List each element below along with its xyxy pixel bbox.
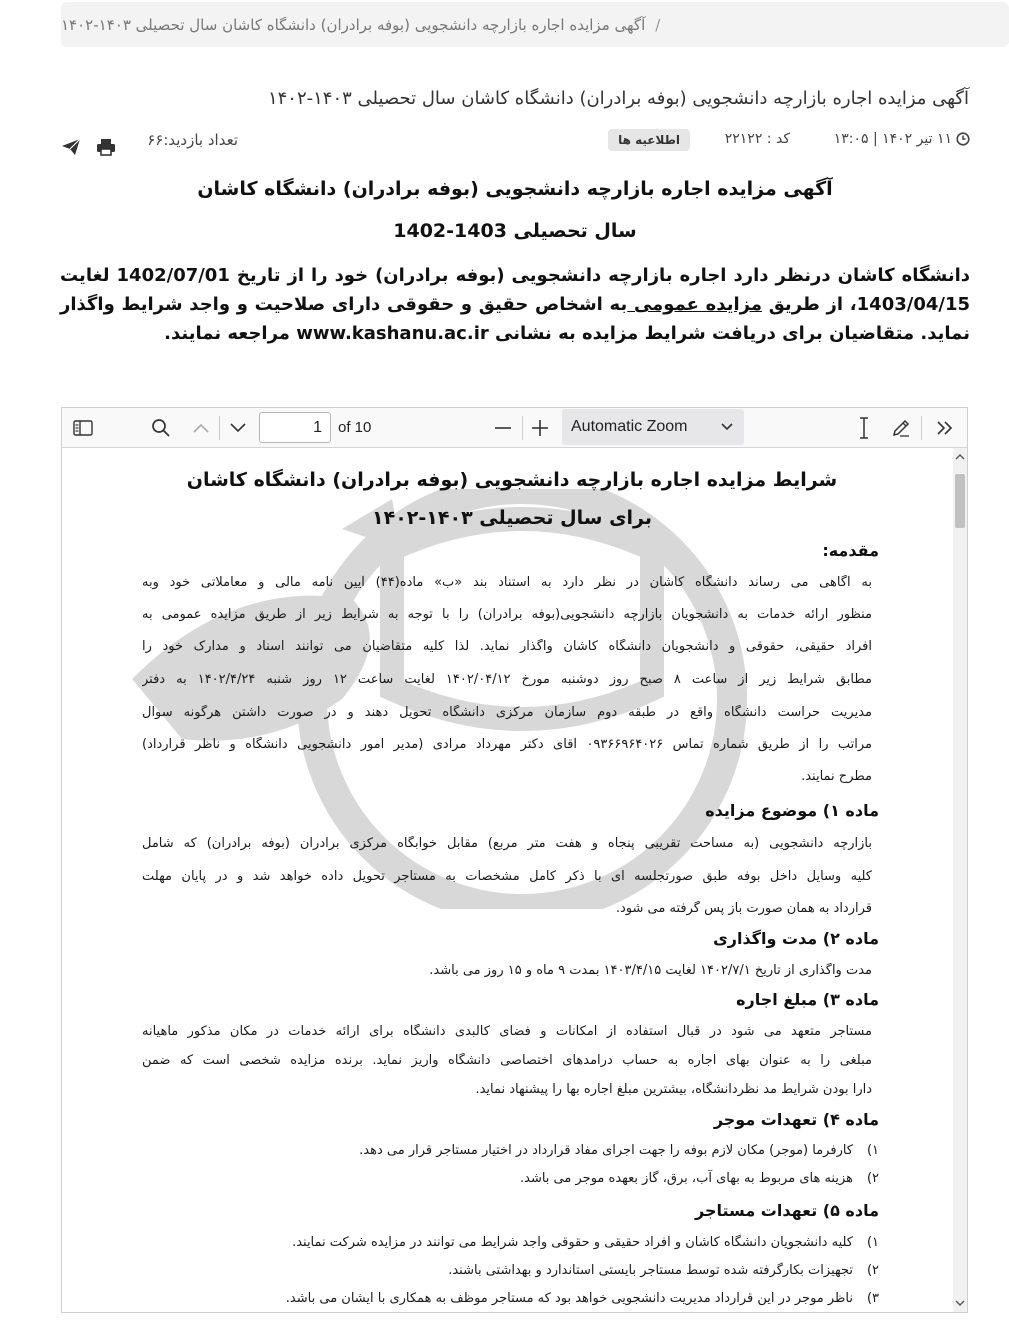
chevron-down-icon: [229, 422, 247, 434]
chevron-down-icon: [955, 1299, 965, 1307]
scroll-thumb[interactable]: [955, 474, 965, 528]
clock-icon: [956, 132, 970, 146]
toolbar-separator: [219, 416, 220, 440]
page-count: of 10: [338, 419, 372, 436]
zoom-in-button[interactable]: [527, 415, 553, 441]
item-number: ۳): [866, 1291, 879, 1306]
item-text: کلیه دانشجویان دانشگاه کاشان و افراد حقیقی و حقوقی واجد شرایط می توانند در مزایده شرکت نمایند.: [292, 1235, 853, 1250]
category-badge[interactable]: اطلاعیه ها: [608, 129, 690, 151]
item-number: ۲): [866, 1263, 879, 1278]
section-3-heading: ماده ۳) مبلغ اجاره: [736, 990, 879, 1009]
section-5-heading: ماده ۵) تعهدات مستاجر: [695, 1201, 879, 1220]
tools-menu-button[interactable]: [932, 415, 958, 441]
item-number: ۱): [866, 1143, 879, 1158]
public-auction-link[interactable]: مزایده عمومی: [627, 294, 762, 315]
double-chevron-right-icon: [935, 420, 955, 436]
pdf-scrollbar[interactable]: [953, 448, 967, 1313]
plus-icon: [531, 419, 549, 437]
draw-tool-button[interactable]: [888, 415, 914, 441]
section-5-item: [286, 1291, 879, 1306]
pdf-toolbar: [62, 408, 967, 448]
section-2-line: مدت واگذاری از تاریخ ۱۴۰۲/۷/۱ لغایت ۱۴۰۳/۴/۱۵ بمدت ۹ ماه و ۱۵ روز می باشد.: [429, 963, 872, 978]
pdf-page: [62, 449, 955, 1313]
item-number: ۱): [866, 1235, 879, 1250]
meta-row: [55, 126, 970, 160]
section-1-line: کلیه وسایل داخل بوفه طبق صورتجلسه ای با ذکر کامل مشخصات به مستاجر تحویل داده خواهد شد و در پایان مهلت: [142, 869, 872, 884]
scroll-down-button[interactable]: [953, 1296, 967, 1310]
intro-line: مطرح نمایند.: [801, 769, 872, 784]
intro-line: مطابق شرایط زیر از ساعت ۸ صبح روز دوشنبه مورخ ۱۴۰۲/۰۴/۱۲ لغایت ساعت ۱۲ روز شنبه ۱۴۰۲/۴/۲۴ به دفتر: [142, 672, 872, 687]
publish-date: [834, 131, 970, 147]
share-button[interactable]: [60, 136, 82, 158]
chevron-up-icon: [955, 453, 965, 461]
item-text: ناظر موجر در این قرارداد مدیریت دانشجویی خواهد بود که مستاجر موظف به همکاری با ایشان می باشد.: [285, 1291, 853, 1306]
intro-heading: مقدمه:: [822, 541, 879, 560]
chevron-down-icon: [720, 418, 734, 434]
page-number-input[interactable]: [259, 412, 331, 443]
pencil-icon: [891, 418, 911, 438]
breadcrumb: [61, 2, 1009, 47]
intro-line: افراد حقیقی، حقوقی و دانشجویان دانشگاه کاشان واگذار نماید. لذا کلیه متقاضیان می توانند اسناد و مدارک خود را: [142, 639, 872, 654]
toolbar-separator: [921, 416, 922, 440]
find-button[interactable]: [148, 415, 174, 441]
zoom-out-button[interactable]: [490, 415, 516, 441]
scroll-up-button[interactable]: [953, 450, 967, 464]
text-select-tool-button[interactable]: [852, 415, 876, 441]
section-4-item: [359, 1143, 879, 1158]
announcement-body: [60, 261, 970, 348]
section-4-heading: ماده ۴) تعهدات موجر: [713, 1110, 879, 1129]
body-text-1: دانشگاه کاشان درنظر دارد اجاره بازارچه دانشجویی (بوفه برادران) خود را از تاریخ 1402/07/01 لغایت 1403/04/15، از طریق: [60, 265, 970, 315]
section-5-item: [292, 1235, 879, 1250]
print-button[interactable]: [95, 136, 117, 158]
body-text-2: به اشخاص حقیق و حقوقی دارای صلاحیت و واجد شرایط واگذار نماید. متقاضیان برای دریافت شرایط مزایده به نشانی www.kashanu.ac.ir مراجعه نمایند.: [60, 294, 970, 344]
zoom-select[interactable]: [562, 409, 744, 445]
previous-page-button[interactable]: [188, 415, 214, 441]
item-text: کارفرما (موجر) مکان لازم بوفه را جهت اجرای مفاد قرارداد در اختیار مستاجر قرار می دهد.: [359, 1143, 853, 1158]
section-5-item: [448, 1263, 879, 1278]
section-2-heading: ماده ۲) مدت واگذاری: [713, 929, 879, 948]
item-text: هزینه های مربوط به بهای آب، برق، گاز بعهده موجر می باشد.: [520, 1171, 853, 1186]
item-number: ۲): [866, 1171, 879, 1186]
article-code: کد : ۲۲۱۲۲: [724, 131, 790, 147]
visit-count: تعداد بازدید:۶۶: [147, 131, 238, 149]
item-text: تجهیزات بکارگرفته شده توسط مستاجر بایستی استاندارد و بهداشتی باشند.: [448, 1263, 853, 1278]
chevron-up-icon: [192, 422, 210, 434]
article-title: آگهی مزایده اجاره بازارچه دانشجویی (بوفه برادران) دانشگاه کاشان سال تحصیلی ۱۴۰۳-۱۴۰۲: [267, 88, 969, 109]
print-icon: [96, 138, 116, 156]
next-page-button[interactable]: [225, 415, 251, 441]
sidebar-toggle-button[interactable]: [70, 415, 96, 441]
section-1-line: قرارداد به همان صورت باز پس گرفته می شود.: [615, 901, 872, 916]
publish-date-text: ۱۱ تیر ۱۴۰۲ | ۱۳:۰۵: [833, 131, 952, 147]
section-4-item: [520, 1171, 879, 1186]
section-3-line: مبلغی را به عنوان بهای اجاره به حساب درآمدهای اختصاصی دانشگاه واریز نماید. برنده مزایده شخصی است که ضمن: [142, 1053, 872, 1068]
text-cursor-icon: [857, 417, 871, 439]
section-3-line: مستاجر متعهد می شود در قبال استفاده از امکانات و فضای کالبدی دانشگاه برای ارائه خدمات در مکان مذکور ماهیانه: [142, 1024, 872, 1039]
intro-line: به آگاهی می رساند دانشگاه کاشان در نظر دارد به استناد بند «ب» ماده(۴۴) آیین نامه مالی و معاملاتی خود وبه: [142, 575, 872, 590]
zoom-select-value: Automatic Zoom: [571, 418, 688, 435]
section-1-line: بازارچه دانشجویی (به مساحت تقریبی پنجاه و هفت متر مربع) مقابل خوابگاه مرکزی برادران (بوفه برادران) که شامل: [142, 836, 872, 851]
pdf-subtitle: برای سال تحصیلی ۱۴۰۳-۱۴۰۲: [372, 507, 652, 529]
academic-year-headline: سال تحصیلی 1403-1402: [393, 220, 637, 242]
intro-line: مدیریت حراست دانشگاه واقع در طبقه دوم سازمان مرکزی دانشگاه تحویل دهند و در صورت داشتن هرگونه سوال: [142, 705, 872, 720]
paper-plane-icon: [61, 138, 81, 156]
pdf-viewer: [61, 407, 968, 1313]
intro-line: منظور ارائه خدمات به دانشجویان بازارچه دانشجویی(بوفه برادران) را با توجه به شرایط زیر از طریق مزایده عمومی به: [142, 607, 872, 622]
breadcrumb-current[interactable]: آگهی مزایده اجاره بازارچه دانشجویی (بوفه برادران) دانشگاه کاشان سال تحصیلی ۱۴۰۳-۱۴۰۲: [61, 15, 646, 34]
announcement-headline: آگهی مزایده اجاره بازارچه دانشجویی (بوفه برادران) دانشگاه کاشان: [197, 178, 833, 200]
toolbar-separator: [522, 416, 523, 440]
search-icon: [151, 418, 171, 438]
minus-icon: [494, 419, 512, 437]
intro-line: مراتب را از طریق شماره تماس ۰۹۳۶۶۹۶۴۰۲۶ آقای دکتر مهرداد مرادی (مدیر امور دانشجویی دانشگاه و ناظر قرارداد): [142, 737, 872, 752]
breadcrumb-separator: /: [655, 15, 661, 34]
section-1-heading: ماده ۱) موضوع مزایده: [705, 801, 879, 820]
pdf-title: شرایط مزایده اجاره بازارچه دانشجویی (بوفه برادران) دانشگاه کاشان: [186, 469, 838, 491]
sidebar-icon: [73, 420, 93, 436]
section-3-line: دارا بودن شرایط مد نظردانشگاه، بیشترین مبلغ اجاره بها را پیشنهاد نماید.: [475, 1082, 872, 1097]
